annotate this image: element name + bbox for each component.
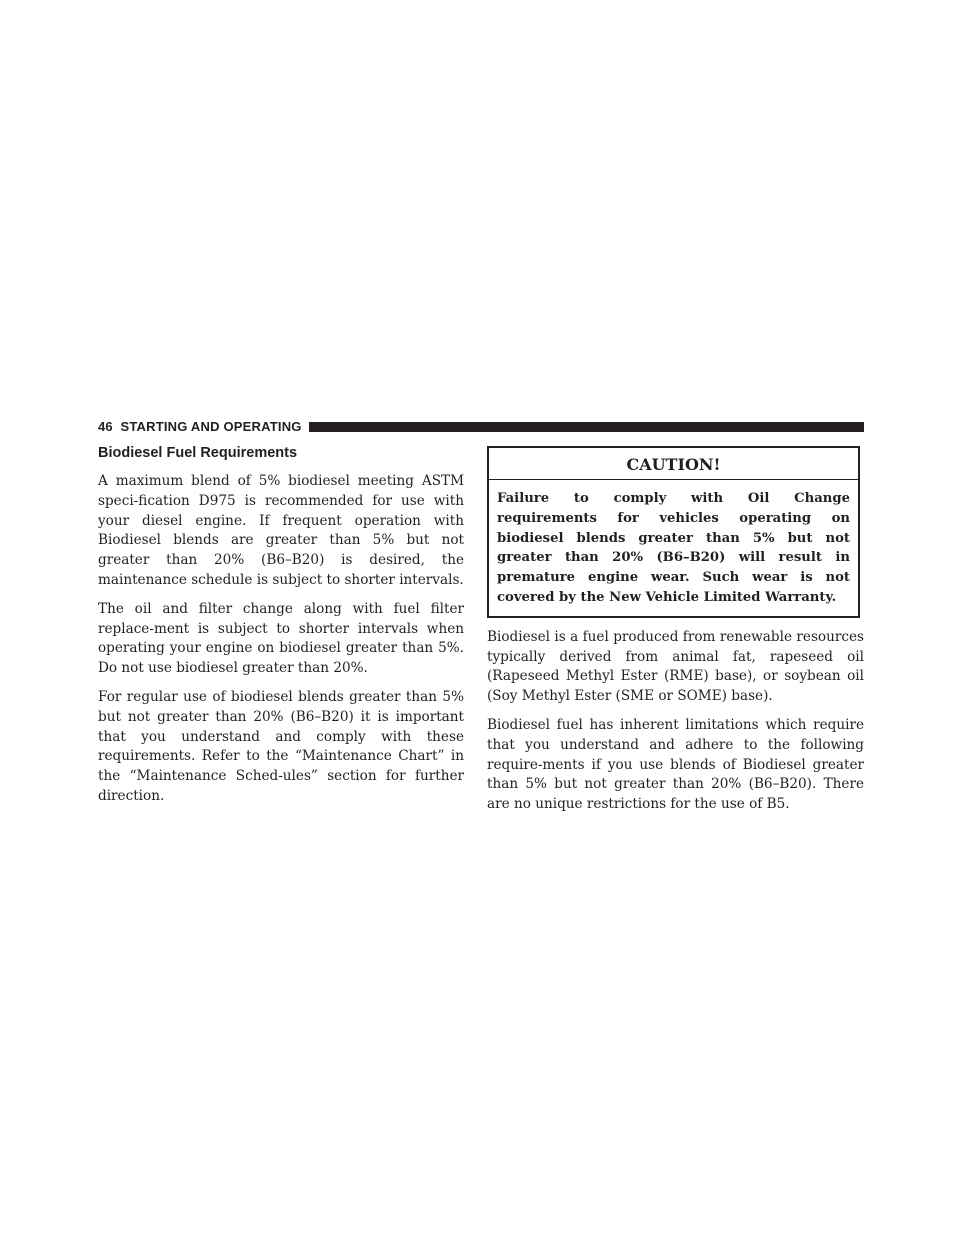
paragraph: Biodiesel is a fuel produced from renewable resources typically derived from animal fat, rapeseed oil (Rapeseed Methyl Ester (RME) base), or soybean oil (Soy Methyl Ester (SME or SOME) base). xyxy=(487,628,864,705)
paragraph: A maximum blend of 5% biodiesel meeting ASTM speci-fication D975 is recommended for use with your diesel engine. If frequent operation with Biodiesel blends are greater than 5% but not greater than 20% (B6–B20) is desired, the maintenance schedule is subject to shorter intervals. xyxy=(98,473,464,588)
right-column xyxy=(487,446,864,824)
section-title: Biodiesel Fuel Requirements xyxy=(98,445,298,461)
caution-title: CAUTION! xyxy=(489,448,858,480)
page-header xyxy=(98,420,864,434)
caution-text: Failure to comply with Oil Change requirements for vehicles operating on biodiesel blends greater than 5% but not greater than 20% (B6–B20) will result in premature engine wear. Such wear is not covered by the New Vehicle Limited Warranty. xyxy=(497,491,850,605)
paragraph: Biodiesel fuel has inherent limitations which require that you understand and adhere to the following require-ments if you use blends of Biodiesel greater than 5% but not greater than 20% (B6–B20). There are no unique restrictions for the use of B5. xyxy=(487,716,864,813)
left-column xyxy=(98,444,464,816)
caution-box xyxy=(487,446,860,618)
page-number: 46 xyxy=(98,419,113,434)
paragraph: The oil and filter change along with fuel filter replace-ment is subject to shorter intervals when operating your engine on biodiesel greater than 5%. Do not use biodiesel greater than 20%. xyxy=(98,600,464,677)
section-name: STARTING AND OPERATING xyxy=(120,419,302,434)
header-label xyxy=(98,420,309,434)
header-rule xyxy=(309,422,864,432)
paragraph: For regular use of biodiesel blends greater than 5% but not greater than 20% (B6–B20) it is important that you understand and comply with these requirements. Refer to the “Maintenance Chart” in the “Maintenance Sched-ules” section for further direction. xyxy=(98,688,464,804)
